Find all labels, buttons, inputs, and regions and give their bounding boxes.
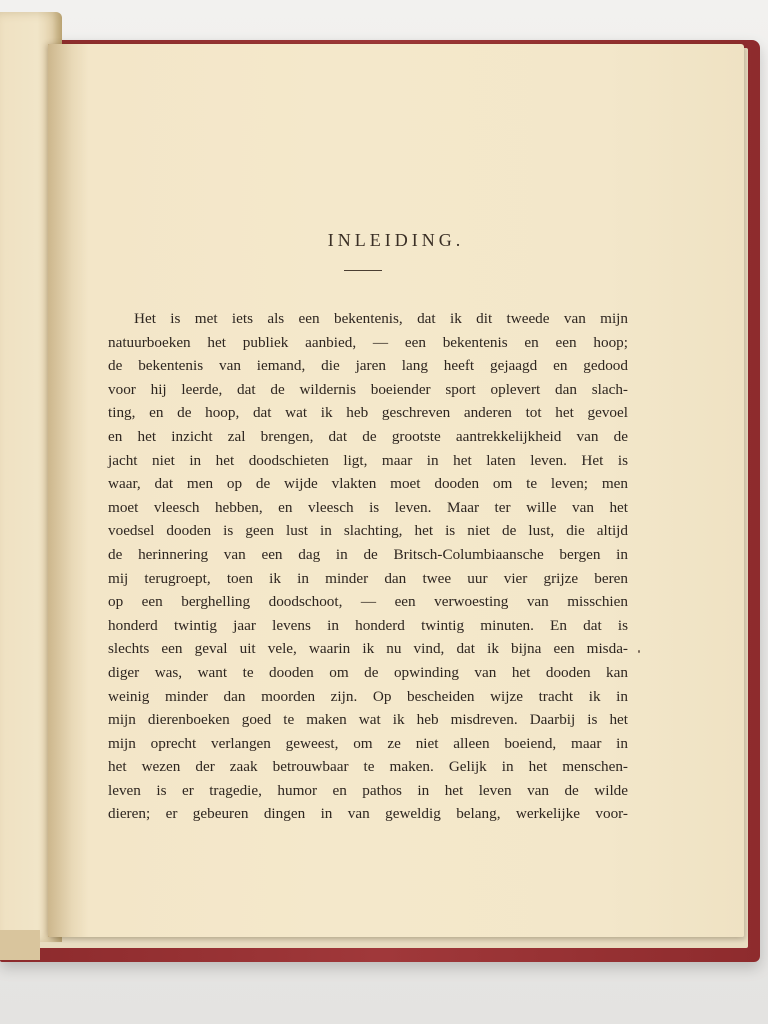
- gutter-shadow: [48, 44, 88, 937]
- book-page: [48, 44, 744, 937]
- text-line: mijn oprecht verlangen geweest, om ze niet alleen boeiend, maar in: [108, 734, 628, 752]
- text-line: de herinnering van een dag in de Britsch-Columbiaansche bergen in: [108, 545, 628, 563]
- text-line: jacht niet in het doodschieten ligt, maar in het laten leven. Het is: [108, 451, 628, 469]
- text-line: het wezen der zaak betrouwbaar te maken. Gelijk in het menschen-: [108, 758, 628, 776]
- text-line: op een berghelling doodschoot, — een verwoesting van misschien: [108, 593, 628, 611]
- text-line: Het is met iets als een bekentenis, dat ik dit tweede van mijn: [134, 310, 628, 327]
- left-page-bottom-edge: [0, 930, 40, 960]
- chapter-heading: INLEIDING.: [327, 230, 465, 250]
- text-line: de bekentenis van iemand, die jaren lang heeft gejaagd en gedood: [108, 357, 628, 375]
- body-text: [108, 307, 628, 826]
- text-line: natuurboeken het publiek aanbied, — een bekentenis en een hoop;: [108, 333, 628, 351]
- text-line: honderd twintig jaar levens in honderd twintig minuten. En dat is: [108, 616, 628, 634]
- paper-speck: [638, 650, 640, 653]
- text-line: slechts een geval uit vele, waarin ik nu vind, dat ik bijna een misda-: [108, 640, 628, 658]
- heading-rule: [344, 270, 382, 271]
- text-line: moet vleesch hebben, en vleesch is leven. Maar ter wille van het: [108, 498, 628, 516]
- text-line: weinig minder dan moorden zijn. Op bescheiden wijze tracht ik in: [108, 687, 628, 705]
- text-line: voedsel dooden is geen lust in slachting, het is niet de lust, die altijd: [108, 522, 628, 540]
- text-line: dieren; er gebeuren dingen in van geweldig belang, werkelijke voor-: [108, 805, 628, 823]
- text-line: leven is er tragedie, humor en pathos in het leven van de wilde: [108, 781, 628, 799]
- text-line: mij terugroept, toen ik in minder dan twee uur vier grijze beren: [108, 569, 628, 587]
- text-line: en het inzicht zal brengen, dat de grootste aantrekkelijkheid van de: [108, 427, 628, 445]
- text-line: mijn dierenboeken goed te maken wat ik heb misdreven. Daarbij is het: [108, 711, 628, 729]
- text-line: ting, en de hoop, dat wat ik heb geschreven anderen tot het gevoel: [108, 404, 628, 422]
- text-line: diger was, want te dooden om de opwinding van het dooden kan: [108, 663, 628, 681]
- text-line: waar, dat men op de wijde vlakten moet dooden om te leven; men: [108, 475, 628, 493]
- text-line: voor hij leerde, dat de wildernis boeiender sport oplevert dan slach-: [108, 380, 628, 398]
